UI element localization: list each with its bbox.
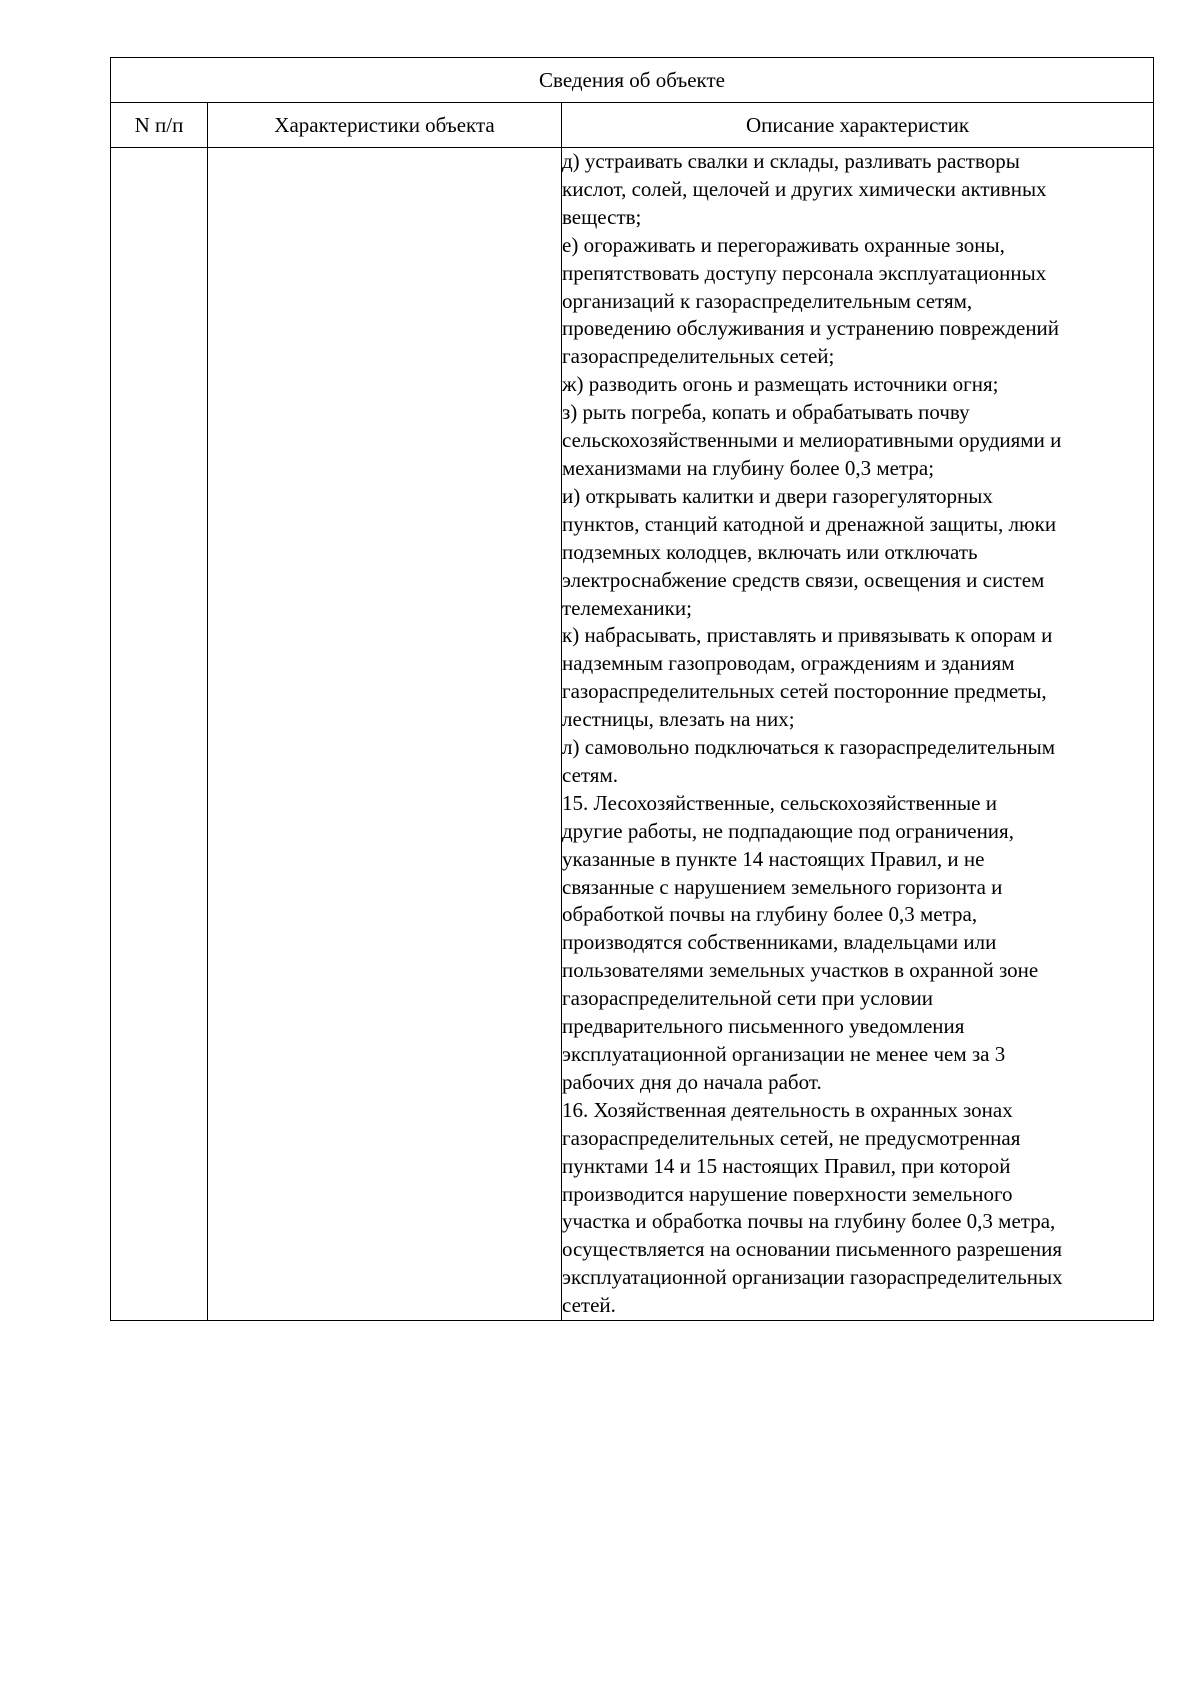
description-line: е) огораживать и перегораживать охранные зоны,: [562, 232, 1005, 257]
description-line: производятся собственниками, владельцами или: [562, 930, 997, 955]
row-characteristics-cell: [208, 148, 562, 1321]
description-line: газораспределительных сетей;: [562, 344, 835, 369]
table-row: [111, 148, 1154, 1321]
table-header-row: [111, 103, 1154, 148]
description-line: сетям.: [562, 762, 618, 787]
description-line: пунктов, станций катодной и дренажной защиты, люки: [562, 511, 1057, 536]
description-line: участка и обработка почвы на глубину более 0,3 метра,: [562, 1209, 1056, 1234]
description-line: д) устраивать свалки и склады, разливать растворы: [562, 149, 1020, 173]
description-line: организаций к газораспределительным сетям,: [562, 288, 973, 313]
description-line: эксплуатационной организации не менее чем за 3: [562, 1042, 1006, 1066]
description-line: газораспределительных сетей посторонние предметы,: [562, 679, 1047, 704]
description-line: пунктами 14 и 15 настоящих Правил, при которой: [562, 1153, 1011, 1178]
header-description: Описание характеристик: [562, 103, 1154, 148]
description-line: 15. Лесохозяйственные, сельскохозяйственные и: [562, 790, 997, 815]
table-title-row: [111, 58, 1154, 103]
description-line: надземным газопроводам, ограждениям и зданиям: [562, 651, 1015, 676]
description-line: лестницы, влезать на них;: [562, 707, 795, 732]
description-line: проведению обслуживания и устранению повреждений: [562, 316, 1060, 341]
description-line: связанные с нарушением земельного горизонта и: [562, 874, 1003, 899]
description-line: газораспределительных сетей, не предусмотренная: [562, 1125, 1021, 1150]
object-info-table: [110, 57, 1154, 1321]
row-description-cell: [562, 148, 1154, 1321]
description-line: 16. Хозяйственная деятельность в охранных зонах: [562, 1097, 1013, 1122]
description-line: кислот, солей, щелочей и других химически активных: [562, 176, 1047, 201]
row-number-cell: [111, 148, 208, 1321]
description-line: препятствовать доступу персонала эксплуатационных: [562, 260, 1047, 285]
description-line: газораспределительной сети при условии: [562, 986, 934, 1011]
description-line: осуществляется на основании письменного разрешения: [562, 1237, 1063, 1262]
description-line: л) самовольно подключаться к газораспределительным: [562, 735, 1056, 760]
description-line: предварительного письменного уведомления: [562, 1014, 965, 1039]
description-line: сетей.: [562, 1293, 616, 1318]
description-line: телемеханики;: [562, 595, 692, 620]
description-line: обработкой почвы на глубину более 0,3 метра,: [562, 902, 978, 927]
description-line: эксплуатационной организации газораспределительных: [562, 1265, 1063, 1290]
description-line: указанные в пункте 14 настоящих Правил, и не: [562, 846, 985, 871]
description-line: рабочих дня до начала работ.: [562, 1069, 822, 1094]
description-line: к) набрасывать, приставлять и привязывать к опорам и: [562, 623, 1053, 648]
description-line: ж) разводить огонь и размещать источники огня;: [562, 372, 999, 397]
description-line: производится нарушение поверхности земельного: [562, 1181, 1013, 1206]
description-line: пользователями земельных участков в охранной зоне: [562, 958, 1039, 983]
description-line: электроснабжение средств связи, освещения и систем: [562, 567, 1045, 592]
header-characteristics: Характеристики объекта: [208, 103, 562, 148]
description-line: механизмами на глубину более 0,3 метра;: [562, 455, 935, 480]
description-line: сельскохозяйственными и мелиоративными орудиями и: [562, 428, 1062, 453]
description-line: и) открывать калитки и двери газорегуляторных: [562, 483, 993, 508]
description-line: подземных колодцев, включать или отключать: [562, 539, 978, 564]
description-line: веществ;: [562, 204, 642, 229]
description-line: з) рыть погреба, копать и обрабатывать почву: [562, 400, 970, 425]
header-number: N п/п: [111, 103, 208, 148]
table-title: Сведения об объекте: [111, 58, 1154, 103]
description-line: другие работы, не подпадающие под ограничения,: [562, 818, 1014, 843]
